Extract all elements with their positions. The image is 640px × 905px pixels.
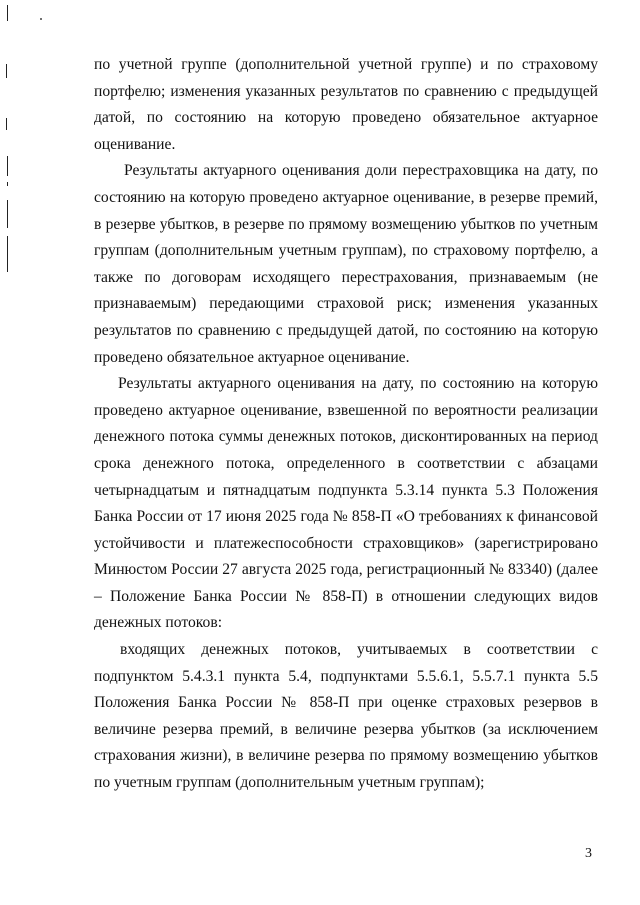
paragraph-continuation: по учетной группе (дополнительной учетной группе) и по страховому портфелю; изменения указанных результатов по сравнению с предыдущей датой, по состоянию на которую проведено обязательное актуарное оценивание.	[94, 56, 598, 153]
scan-margin-mark	[7, 182, 8, 186]
paragraph-actuarial-results: Результаты актуарного оценивания на дату, по состоянию на которую проведено актуарное оценивание, взвешенной по вероятности реализации денежного потока суммы денежных потоков, дисконтированных на период срока денежного потока, определенного в соответствии с абзацами четырнадцатым и пятнадцатым подпункта 5.3.14 пункта 5.3 Положения Банка России от 17 июня 2025 года № 858-П «О требованиях к финансовой устойчивости и платежеспособности страховщиков» (зарегистрировано Минюстом России 27 августа 2025 года, регистрационный № 83340) (далее – Положение Банка России № 858-П) в отношении следующих видов денежных потоков:	[94, 375, 598, 632]
paragraph-reinsurer-share: Результаты актуарного оценивания доли перестраховщика на дату, по состоянию на которую проведено актуарное оценивание, в резерве премий, в резерве убытков, в резерве по прямому возмещению убытков по учетным группам (дополнительным учетным группам), по страховому портфелю, а также по договорам исходящего перестрахования, признаваемым (не признаваемым) передающими страховой риск; изменения указанных результатов по сравнению с предыдущей датой, по состоянию на которую проведено обязательное актуарное оценивание.	[94, 162, 598, 366]
scan-margin-mark	[7, 5, 8, 21]
scan-margin-mark	[7, 236, 8, 272]
document-body	[94, 52, 598, 797]
scan-margin-mark	[7, 156, 8, 176]
scan-margin-mark	[6, 64, 7, 78]
paragraph-incoming-cash-flows: входящих денежных потоков, учитываемых в соответствии с подпунктом 5.4.3.1 пункта 5.4, подпунктами 5.5.6.1, 5.5.7.1 пункта 5.5 Положения Банка России № 858-П при оценке страховых резервов в величине резерва премий, в величине резерва убытков (за исключением страхования жизни), в величине резерва по прямому возмещению убытков по учетным группам (дополнительным учетным группам);	[94, 641, 598, 792]
page-number: 3	[585, 846, 592, 861]
scan-dot	[40, 18, 42, 20]
scan-margin-mark	[6, 118, 7, 130]
scan-margin-mark	[7, 200, 8, 228]
